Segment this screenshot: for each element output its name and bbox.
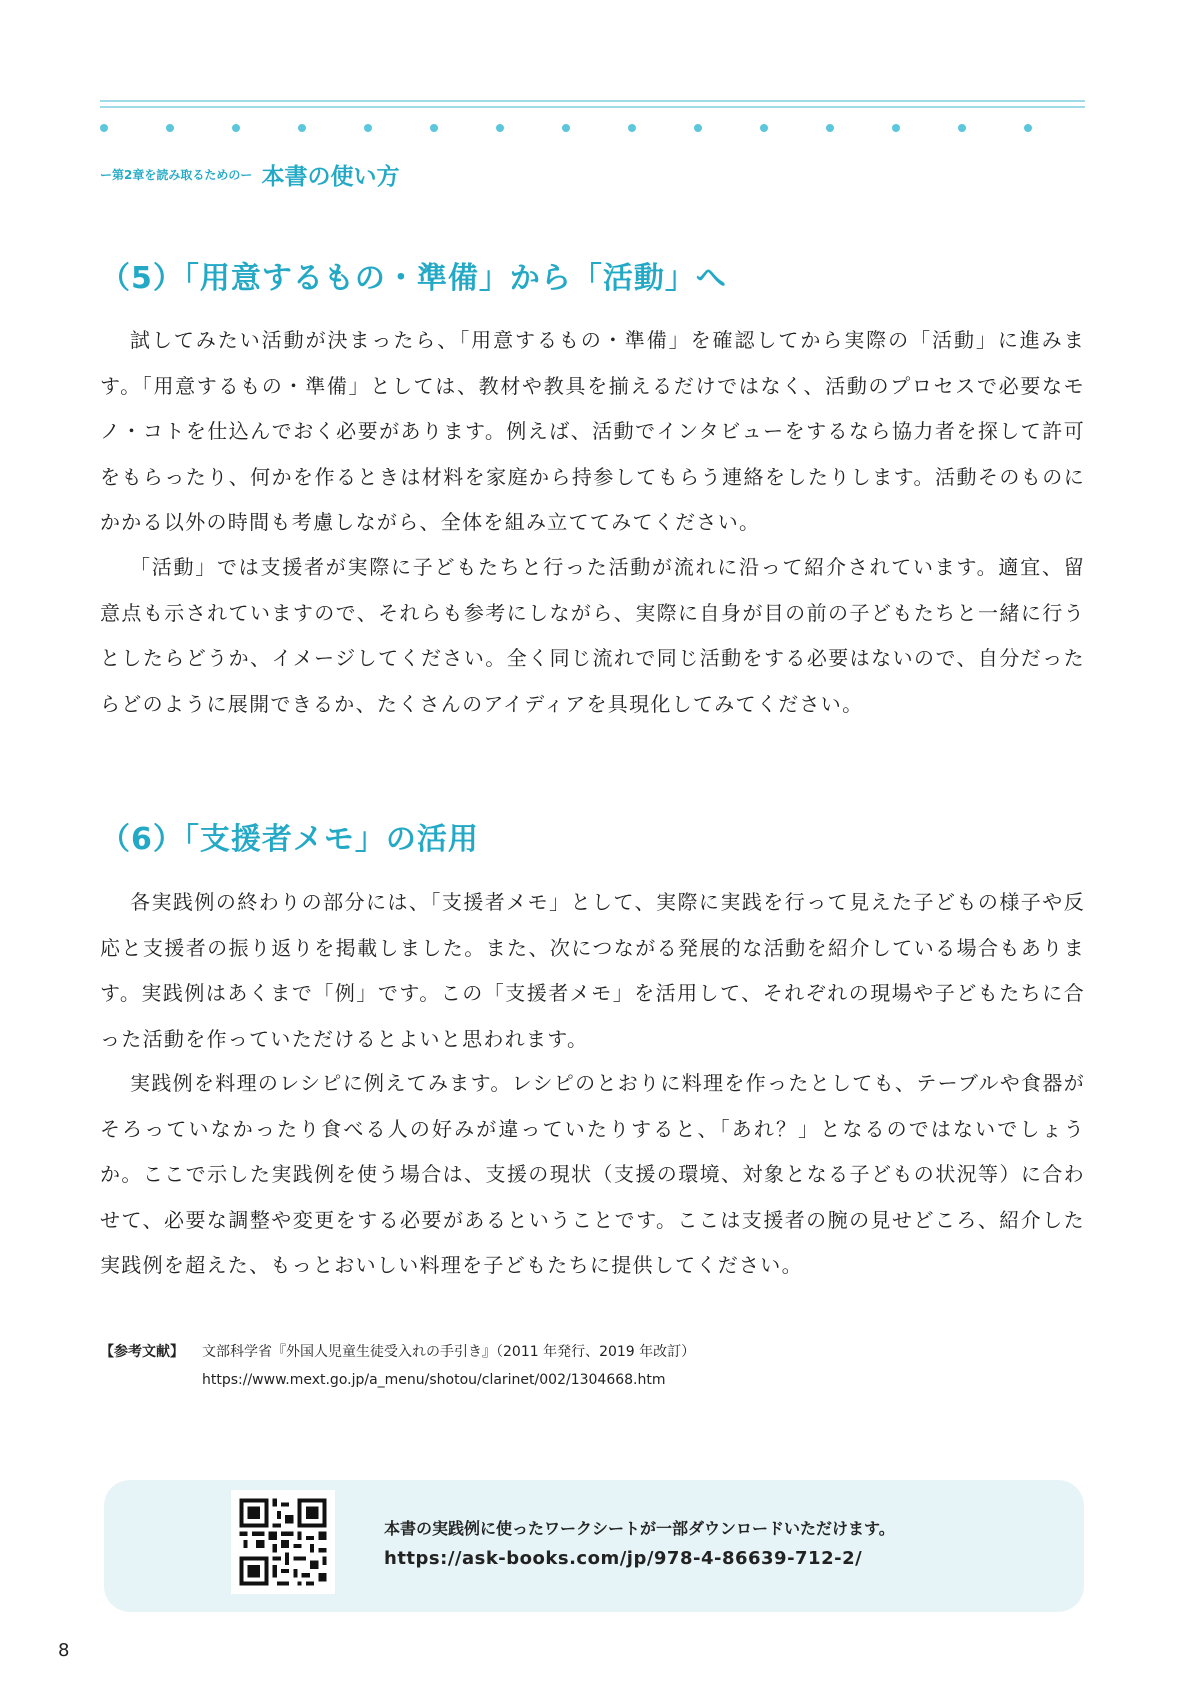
decorative-dot <box>628 124 636 132</box>
header-dot-row <box>100 124 1085 134</box>
page-number: 8 <box>58 1640 70 1661</box>
header-rule-bottom <box>100 106 1085 108</box>
decorative-dot <box>958 124 966 132</box>
running-head <box>100 158 399 191</box>
download-url[interactable]: https://ask-books.com/jp/978-4-86639-712-2/ <box>384 1548 863 1569</box>
decorative-dot <box>760 124 768 132</box>
download-text: 本書の実践例に使ったワークシートが一部ダウンロードいただけます。 <box>384 1519 895 1538</box>
section-5-paragraph-1: 試してみたい活動が決まったら、「用意するもの・準備」を確認してから実際の「活動」に進みます。「用意するもの・準備」としては、教材や教具を揃えるだけではなく、活動のプロセスで必要なモノ・コトを仕込んでおく必要があります。例えば、活動でインタビューをするなら協力者を探して許可をもらったり、何かを作るときは材料を家庭から持参してもらう連絡をしたりします。活動そのものにかかる以外の時間も考慮しながら、全体を組み立ててみてください。 <box>100 328 1085 534</box>
header-rule-top <box>100 100 1085 102</box>
section-6-heading: （6）「支援者メモ」の活用 <box>100 822 479 857</box>
decorative-dot <box>232 124 240 132</box>
decorative-dot <box>892 124 900 132</box>
section-6-paragraph-2: 実践例を料理のレシピに例えてみます。レシピのとおりに料理を作ったとしても、テーブルや食器がそろっていなかったり食べる人の好みが違っていたりすると、「あれ？」となるのではないでしょうか。ここで示した実践例を使う場合は、支援の現状（支援の環境、対象となる子どもの状況等）に合わせて、必要な調整や変更をする必要があるということです。ここは支援者の腕の見せどころ、紹介した実践例を超えた、もっとおいしい料理を子どもたちに提供してください。 <box>100 1071 1085 1277</box>
references-label: 【参考文献】 <box>100 1344 184 1360</box>
decorative-dot <box>364 124 372 132</box>
section-5-heading: （5）「用意するもの・準備」から「活動」へ <box>100 261 727 296</box>
decorative-dot <box>562 124 570 132</box>
decorative-dot <box>496 124 504 132</box>
section-6-paragraph-1: 各実践例の終わりの部分には、「支援者メモ」として、実際に実践を行って見えた子どもの様子や反応と支援者の振り返りを掲載しました。また、次につながる発展的な活動を紹介している場合もあります。実践例はあくまで「例」です。この「支援者メモ」を活用して、それぞれの現場や子どもたちに合った活動を作っていただけるとよいと思われます。 <box>100 890 1085 1051</box>
decorative-dot <box>100 124 108 132</box>
decorative-dot <box>1024 124 1032 132</box>
decorative-dot <box>694 124 702 132</box>
reference-url[interactable]: https://www.mext.go.jp/a_menu/shotou/clarinet/002/1304668.htm <box>202 1372 666 1388</box>
qr-code-icon[interactable] <box>231 1490 335 1594</box>
running-head-prefix: ー第2章を読み取るためのー <box>100 168 253 182</box>
reference-citation: 文部科学省『外国人児童生徒受入れの手引き』（2011 年発行、2019 年改訂） <box>202 1344 696 1360</box>
decorative-dot <box>430 124 438 132</box>
download-banner <box>104 1480 1084 1612</box>
decorative-dot <box>298 124 306 132</box>
section-5-paragraph-2: 「活動」では支援者が実際に子どもたちと行った活動が流れに沿って紹介されています。適宜、留意点も示されていますので、それらも参考にしながら、実際に自身が目の前の子どもたちと一緒に行うとしたらどうか、イメージしてください。全く同じ流れで同じ活動をする必要はないので、自分だったらどのように展開できるか、たくさんのアイディアを具現化してみてください。 <box>100 555 1085 716</box>
decorative-dot <box>166 124 174 132</box>
decorative-dot <box>826 124 834 132</box>
running-head-title: 本書の使い方 <box>261 164 400 190</box>
